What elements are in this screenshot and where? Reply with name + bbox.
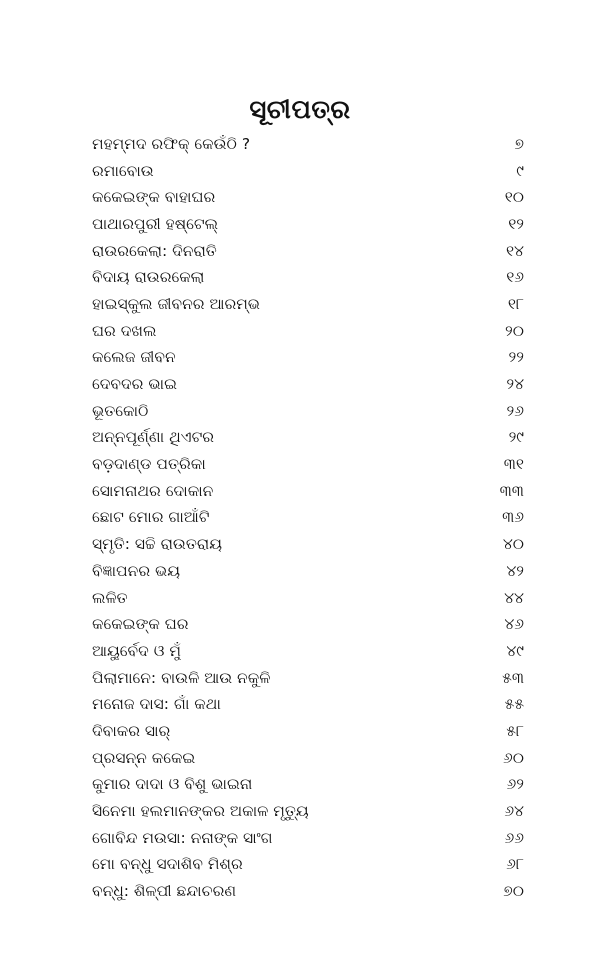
entry-page-number: ୧୪	[505, 241, 524, 260]
entry-page-number: ୪୦	[502, 535, 524, 554]
entry-page-number: ୬୪	[504, 802, 524, 821]
list-item	[92, 718, 524, 745]
entry-title: ଘର ଦଖଲ	[92, 321, 157, 340]
page-title: ସୂଚୀପତ୍ର	[249, 95, 351, 125]
entry-page-number: ୧୮	[507, 294, 524, 313]
entry-title: ହାଇସ୍କୁଲ ଜୀବନର ଆରମ୍ଭ	[92, 294, 261, 313]
entry-page-number: ୨୦	[505, 321, 524, 340]
list-item	[92, 425, 524, 452]
list-item	[92, 238, 524, 265]
list-item	[92, 691, 524, 718]
list-item	[92, 291, 524, 318]
entry-page-number: ୧୬	[506, 268, 524, 287]
entry-title: ଅନ୍ନପୂର୍ଣ୍ଣା ଥିଏଟର	[92, 428, 215, 447]
entry-page-number: ୨୯	[508, 428, 524, 447]
entry-title: କକେଇଙ୍କ ବାହାଘର	[92, 188, 216, 207]
list-item	[92, 398, 524, 425]
entry-page-number: ୪୯	[506, 641, 524, 660]
entry-title: ସିନେମା ହଲମାନଙ୍କର ଅକାଳ ମୃତ୍ୟୁ	[92, 802, 309, 821]
list-item	[92, 531, 524, 558]
list-item	[92, 451, 524, 478]
entry-title: ବନ୍ଧୁ: ଶିଳ୍ପୀ ଛନ୍ଦାଚରଣ	[92, 882, 237, 901]
list-item	[92, 638, 524, 665]
entry-title: ଗୋବିନ୍ଦ ମଉସା: ନନାଙ୍କ ସାଂଗ	[92, 828, 273, 847]
entry-title: ମୋ ବନ୍ଧୁ ସଦାଶିବ ମିଶ୍ର	[92, 855, 243, 874]
list-item	[92, 878, 524, 905]
entry-page-number: ୭୦	[503, 882, 524, 901]
list-item	[92, 745, 524, 772]
list-item	[92, 345, 524, 372]
list-item	[92, 184, 524, 211]
list-item	[92, 611, 524, 638]
entry-page-number: ୧୨	[508, 214, 524, 233]
entry-title: ଲଳିତ	[92, 588, 128, 607]
entry-page-number: ୨୪	[506, 375, 524, 394]
entry-title: ରମାବୋଉ	[92, 161, 154, 180]
list-item	[92, 558, 524, 585]
entry-title: ମହମ୍ମଦ ରଫିକ୍ କେଉଁଠି ?	[92, 134, 251, 153]
entry-title: ଆୟୁର୍ବେଦ ଓ ମୁଁ	[92, 641, 181, 660]
entry-page-number: ୨୬	[506, 401, 524, 420]
entry-page-number: ୬୨	[506, 775, 524, 794]
entry-title: ସୋମନାଥର ଦୋକାନ	[92, 481, 214, 500]
entry-title: ପ୍ରସନ୍ନ କକେଇ	[92, 748, 196, 767]
entry-page-number: ୭	[514, 134, 524, 153]
entry-page-number: ୧୦	[504, 188, 524, 207]
entry-title: ରାଉରକେଲା: ଦିନରାତି	[92, 241, 217, 260]
entry-title: ସ୍ମୃତି: ସଚ୍ଚି ରାଉତରାୟ	[92, 535, 222, 554]
entry-page-number: ୬୮	[506, 855, 524, 874]
entry-title: ଛୋଟ ମୋର ଗାଆଁଟି	[92, 508, 210, 527]
list-item	[92, 158, 524, 185]
list-item	[92, 798, 524, 825]
list-item	[92, 585, 524, 612]
entry-page-number: ୨୨	[508, 348, 524, 367]
entry-page-number: ୫୫	[504, 695, 524, 714]
entry-title: ବିଜ୍ଞାପନର ଭୟ	[92, 561, 180, 580]
list-item	[92, 852, 524, 879]
entry-page-number: ୫୮	[506, 721, 524, 740]
entry-page-number: ୯	[516, 161, 524, 180]
entry-title: ଭୂତକୋଠି	[92, 401, 149, 420]
entry-page-number: ୪୪	[504, 588, 524, 607]
entry-page-number: ୩୬	[502, 508, 524, 527]
entry-title: ମନୋଜ ଦାସ: ଗାଁ କଥା	[92, 695, 221, 714]
list-item	[92, 825, 524, 852]
table-of-contents	[92, 131, 524, 905]
entry-page-number: ୫୩	[502, 668, 524, 687]
entry-title: ବଡ଼ଦାଣ୍ଡ ପତ୍ରିକା	[92, 455, 206, 474]
entry-page-number: ୩୩	[499, 481, 524, 500]
entry-page-number: ୬୦	[503, 748, 524, 767]
entry-title: କକେଇଙ୍କ ଘର	[92, 615, 189, 634]
list-item	[92, 371, 524, 398]
list-item	[92, 505, 524, 532]
entry-page-number: ୩୧	[503, 455, 524, 474]
entry-page-number: ୪୨	[506, 561, 524, 580]
entry-title: ପାଥାରପୁରୀ ହଷ୍ଟେଲ୍	[92, 214, 219, 233]
entry-page-number: ୬୬	[504, 828, 524, 847]
entry-title: ଦିବାକର ସାର୍	[92, 721, 171, 740]
list-item	[92, 665, 524, 692]
list-item	[92, 264, 524, 291]
list-item	[92, 211, 524, 238]
list-item	[92, 772, 524, 799]
list-item	[92, 318, 524, 345]
entry-title: ବିଦାୟ ରାଉରକେଲା	[92, 268, 205, 287]
entry-title: କୁମାର ଦାଦା ଓ ବିଶୁ ଭାଇନା	[92, 775, 253, 794]
list-item	[92, 131, 524, 158]
entry-page-number: ୪୬	[504, 615, 524, 634]
entry-title: କଲେଜ ଜୀବନ	[92, 348, 176, 367]
entry-title: ଦେବଦର ଭାଇ	[92, 375, 177, 394]
list-item	[92, 478, 524, 505]
entry-title: ପିଲାମାନେ: ବାଉଳି ଆଉ ନକୁଳି	[92, 668, 271, 687]
